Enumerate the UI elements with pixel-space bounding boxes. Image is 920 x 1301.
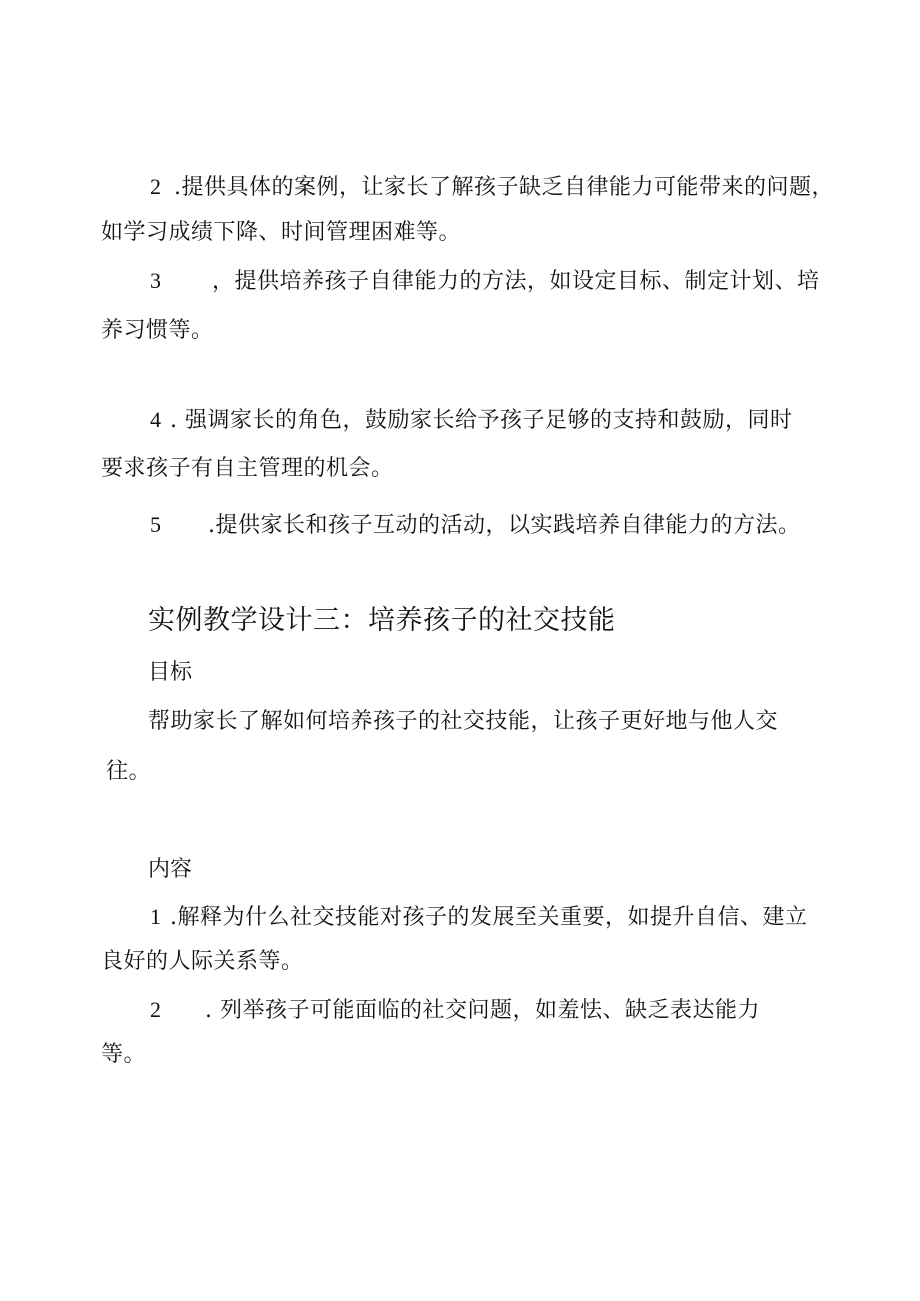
content-item-1-line-1 (150, 902, 808, 933)
list-text: . 列举孩子可能面临的社交问题，如羞怯、缺乏表达能力 (205, 998, 760, 1023)
content-heading: 内容 (148, 857, 193, 882)
list-number: 2 (150, 997, 162, 1022)
list-text: .提供具体的案例，让家长了解孩子缺乏自律能力可能带来的问题， (174, 175, 834, 200)
section-title: 实例教学设计三：培养孩子的社交技能 (148, 605, 616, 636)
content-item-2-line-1 (150, 995, 760, 1026)
list-number: 3 (150, 268, 162, 293)
goal-heading: 目标 (148, 660, 193, 685)
list-number: 4 (150, 407, 162, 432)
goal-line-2: 往。 (106, 759, 152, 784)
list-item-4-line-1 (150, 405, 793, 436)
list-item-2-line-1 (150, 172, 834, 203)
list-item-4-line-2: 要求孩子有自主管理的机会。 (101, 456, 394, 481)
content-item-2-line-2: 等。 (101, 1042, 147, 1067)
goal-line-1: 帮助家长了解如何培养孩子的社交技能，让孩子更好地与他人交 (148, 709, 779, 734)
list-text: . 强调家长的角色，鼓励家长给予孩子足够的支持和鼓励，同时 (170, 408, 793, 433)
list-number: 1 (150, 904, 162, 929)
list-number: 2 (150, 174, 162, 199)
list-number: 5 (150, 512, 162, 537)
list-item-5-line-1 (150, 510, 801, 541)
list-text: .提供家长和孩子互动的活动，以实践培养自律能力的方法。 (208, 513, 801, 538)
list-text: .解释为什么社交技能对孩子的发展至关重要，如提升自信、建立 (170, 905, 808, 930)
list-item-2-line-2: 如学习成绩下降、时间管理困难等。 (101, 220, 462, 245)
list-item-3-line-1 (150, 266, 820, 297)
list-text: ，提供培养孩子自律能力的方法，如设定目标、制定计划、培 (212, 269, 820, 294)
list-item-3-line-2: 养习惯等。 (101, 318, 214, 343)
content-item-1-line-2: 良好的人际关系等。 (101, 949, 304, 974)
